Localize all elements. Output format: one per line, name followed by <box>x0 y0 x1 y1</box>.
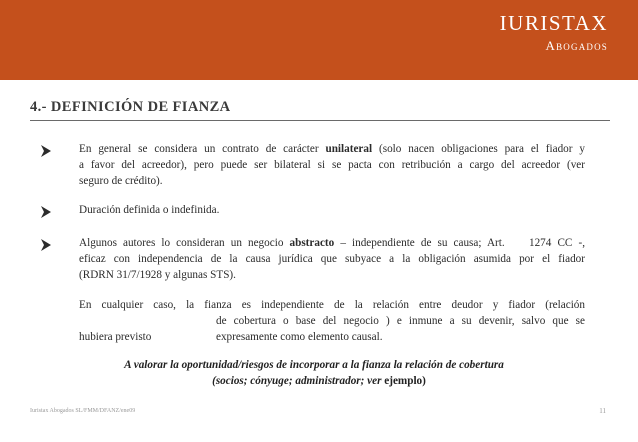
bullet-2-line-1: Duración definida o indefinida. <box>79 204 220 216</box>
slide-title: 4.- DEFINICIÓN DE FIANZA <box>30 99 231 115</box>
brand-subtitle: Abogados <box>545 38 608 53</box>
bullet-arrow-icon <box>40 205 52 219</box>
bullet-arrow-icon <box>40 144 52 158</box>
bullet-3-line-2: eficaz con independencia de la causa jurídica que subyace a la obligación asumida por el fiador <box>79 253 585 265</box>
bullet-3-text: Algunos autores lo consideran un negocio <box>79 237 290 249</box>
bullet-3-emphasis: abstracto <box>289 237 335 249</box>
conclusion-line-1: A valorar la oportunidad/riesgos de incorporar a la fianza la relación de cobertura <box>124 359 504 371</box>
bullet-1-text: En general se considera un contrato de carácter <box>79 143 326 155</box>
bullet-3-text-end: – independiente de su causa; Art. 1274 CC -, <box>334 237 585 249</box>
page-number: 11 <box>599 407 606 415</box>
bullet-3-line-1 <box>79 236 585 250</box>
brand-name: IURISTAX <box>499 11 608 35</box>
bullet-arrow-icon <box>40 238 52 252</box>
conclusion-line-2 <box>0 374 638 388</box>
footer-reference: Iuristax Abogados SL/FMM/DFANZ/ene09 <box>30 408 136 414</box>
bullet-3-paragraph-2-line-3b: expresamente como elemento causal. <box>216 331 383 343</box>
bullet-1-line-3: seguro de crédito). <box>79 175 163 187</box>
bullet-1-text-end: (solo nacen obligaciones para el fiador y <box>372 143 585 155</box>
conclusion-text: (socios; cónyuge; administrador; ver <box>212 375 382 387</box>
conclusion-example: ejemplo) <box>381 375 426 387</box>
bullet-3-paragraph-2-line-2: de cobertura o base del negocio ) e inmune a su devenir, salvo que se <box>216 315 585 327</box>
bullet-3-paragraph-2-line-3a: hubiera previsto <box>79 331 152 343</box>
bullet-1-line-2: a favor del acreedor), pero puede ser bilateral si se pacta con retribución a cargo del acreedor (ver <box>79 159 585 171</box>
bullet-3-line-3: (RDRN 31/7/1928 y algunas STS). <box>79 269 236 281</box>
bullet-3-paragraph-2-line-1: En cualquier caso, la fianza es independiente de la relación entre deudor y fiador (relación <box>79 299 585 311</box>
bullet-1-line-1 <box>79 142 585 156</box>
bullet-1-emphasis: unilateral <box>325 143 373 155</box>
